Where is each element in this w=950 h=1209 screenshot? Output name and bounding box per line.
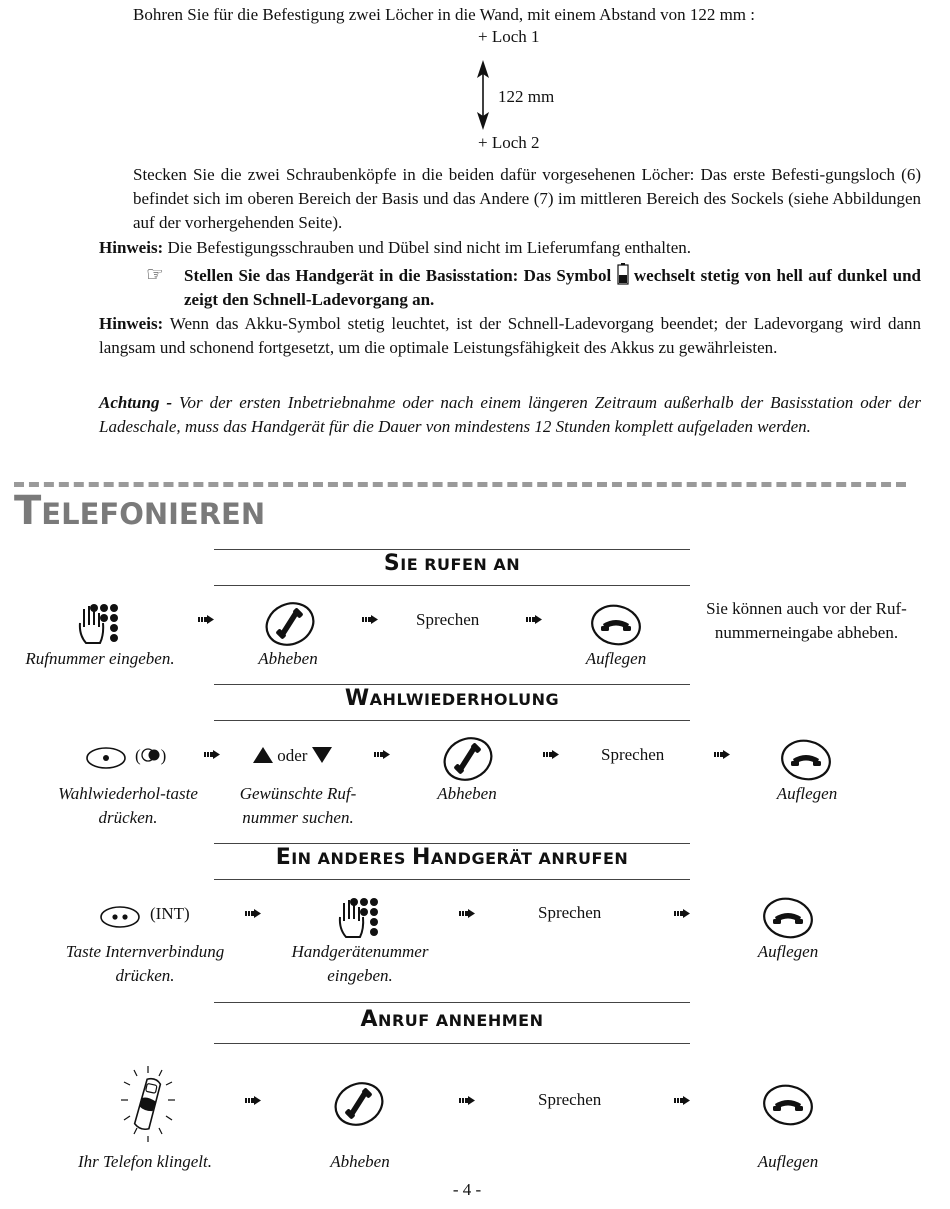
rule bbox=[214, 720, 690, 721]
hangup-icon bbox=[781, 737, 833, 781]
rule bbox=[214, 879, 690, 880]
caption-pickup: Abheben bbox=[330, 1152, 390, 1171]
heading-sie-rufen-an: SIE RUFEN AN bbox=[383, 551, 521, 576]
hangup-icon bbox=[763, 1082, 815, 1126]
rule bbox=[214, 684, 690, 685]
arrow-icon bbox=[362, 615, 378, 625]
hole-2-label: + Loch 2 bbox=[478, 133, 540, 152]
warning-text: Vor der ersten Inbetriebnahme oder nach einem längeren Zeitraum außerhalb der Basisstation oder der Ladeschale, muss das Handgerät für die Dauer von mindestens 12 Stunden komplett aufgeladen werden. bbox=[99, 393, 922, 436]
keypad-icon bbox=[76, 603, 120, 647]
pointing-hand-icon: ☞ bbox=[146, 262, 164, 286]
warning-label: Achtung - bbox=[99, 393, 173, 412]
arrow-icon bbox=[245, 1096, 261, 1106]
pickup-icon bbox=[264, 601, 318, 647]
intercom-key-icon bbox=[100, 906, 142, 930]
rule bbox=[214, 549, 690, 550]
triangle-up-icon bbox=[253, 747, 273, 763]
hole-1-label: + Loch 1 bbox=[478, 27, 540, 46]
arrow-icon bbox=[714, 750, 730, 760]
note-1-label: Hinweis: bbox=[99, 238, 164, 257]
note-2-text: Wenn das Akku-Symbol stetig leuchtet, ist der Schnell-Ladevorgang beendet; der Ladevorgang wird dann langsam und schonend fortgesetzt, um die optimale Leistungsfähigkeit des Akkus zu gewährleisten. bbox=[99, 314, 921, 357]
speak-label: Sprechen bbox=[538, 1090, 602, 1109]
arrow-icon bbox=[459, 1096, 475, 1106]
section-title bbox=[14, 488, 265, 534]
section-title-initial: T bbox=[14, 488, 42, 534]
caption-search-number: Gewünschte Ruf-nummer suchen. bbox=[239, 784, 357, 827]
drill-instruction: Bohren Sie für die Befestigung zwei Löcher in die Wand, mit einem Abstand von 122 mm : bbox=[133, 5, 756, 24]
oder-label: oder bbox=[277, 746, 308, 765]
note-2 bbox=[99, 312, 921, 360]
triangle-down-icon bbox=[312, 747, 332, 763]
heading-intercom: EIN ANDERES HANDGERÄT ANRUFEN bbox=[275, 845, 629, 870]
dashed-separator bbox=[14, 482, 906, 487]
distance-label: 122 mm bbox=[498, 87, 555, 106]
alt-key-icon bbox=[141, 748, 161, 762]
heading-anruf-annehmen: ANRUF ANNEHMEN bbox=[360, 1007, 544, 1032]
caption-redial-key: Wahlwiederhol-taste drücken. bbox=[58, 784, 198, 827]
redial-key-alt: ( ) bbox=[135, 746, 167, 765]
arrow-icon bbox=[543, 750, 559, 760]
caption-hangup: Auflegen bbox=[757, 942, 819, 961]
arrow-icon bbox=[674, 909, 690, 919]
rule bbox=[214, 585, 690, 586]
page-number: - 4 - bbox=[452, 1180, 482, 1199]
section-title-rest: ELEFONIEREN bbox=[41, 497, 266, 531]
keypad-icon bbox=[336, 897, 380, 941]
pickup-icon bbox=[333, 1081, 387, 1127]
ringing-phone-icon bbox=[120, 1066, 176, 1144]
rule bbox=[214, 1002, 690, 1003]
speak-label: Sprechen bbox=[416, 610, 480, 629]
caption-hangup: Auflegen bbox=[757, 1152, 819, 1171]
hangup-icon bbox=[591, 602, 643, 646]
battery-icon bbox=[617, 263, 629, 285]
arrow-icon bbox=[459, 909, 475, 919]
distance-arrow-icon bbox=[474, 60, 492, 130]
charging-instruction-part2: wechselt stetig von hell auf dunkel und zeigt den Schnell-Ladevorgang an. bbox=[184, 266, 921, 309]
speak-label: Sprechen bbox=[538, 903, 602, 922]
int-label: (INT) bbox=[150, 904, 190, 923]
charging-instruction bbox=[184, 263, 921, 312]
arrow-icon bbox=[198, 615, 214, 625]
arrow-icon bbox=[204, 750, 220, 760]
arrow-icon bbox=[674, 1096, 690, 1106]
caption-ringing: Ihr Telefon klingelt. bbox=[78, 1152, 212, 1171]
heading-wahlwiederholung: WAHLWIEDERHOLUNG bbox=[344, 686, 560, 711]
caption-dial: Rufnummer eingeben. bbox=[25, 649, 175, 668]
caption-hangup: Auflegen bbox=[776, 784, 838, 803]
rule bbox=[214, 843, 690, 844]
caption-handset-number: Handgerätenummer eingeben. bbox=[291, 942, 429, 985]
caption-pickup: Abheben bbox=[437, 784, 497, 803]
pickup-icon bbox=[442, 736, 496, 782]
arrow-icon bbox=[245, 909, 261, 919]
note-1-text: Die Befestigungsschrauben und Dübel sind nicht im Lieferumfang enthalten. bbox=[167, 238, 692, 257]
charging-instruction-part1: Stellen Sie das Handgerät in die Basisstation: Das Symbol bbox=[184, 266, 612, 285]
arrow-icon bbox=[526, 615, 542, 625]
rule bbox=[214, 1043, 690, 1044]
screw-paragraph: Stecken Sie die zwei Schraubenköpfe in die beiden dafür vorgesehenen Löcher: Das erste Befesti-gungsloch (6) befindet sich im oberen Bereich der Basis und das Andere (7) im mittleren Bereich des Sockels (siehe Abbildungen auf der vorhergehenden Seite). bbox=[133, 165, 921, 232]
speak-label: Sprechen bbox=[601, 745, 665, 764]
caption-hangup: Auflegen bbox=[585, 649, 647, 668]
hangup-icon bbox=[763, 895, 815, 939]
note-1 bbox=[99, 236, 921, 260]
caption-intercom-key: Taste Internverbindung drücken. bbox=[65, 942, 225, 985]
note-2-label: Hinweis: bbox=[99, 314, 164, 333]
redial-key-icon bbox=[86, 747, 128, 771]
caption-pickup: Abheben bbox=[258, 649, 318, 668]
warning-paragraph bbox=[99, 391, 921, 439]
up-down-keys bbox=[253, 746, 332, 766]
arrow-icon bbox=[374, 750, 390, 760]
side-note: Sie können auch vor der Ruf-nummerneingabe abheben. bbox=[706, 599, 907, 642]
